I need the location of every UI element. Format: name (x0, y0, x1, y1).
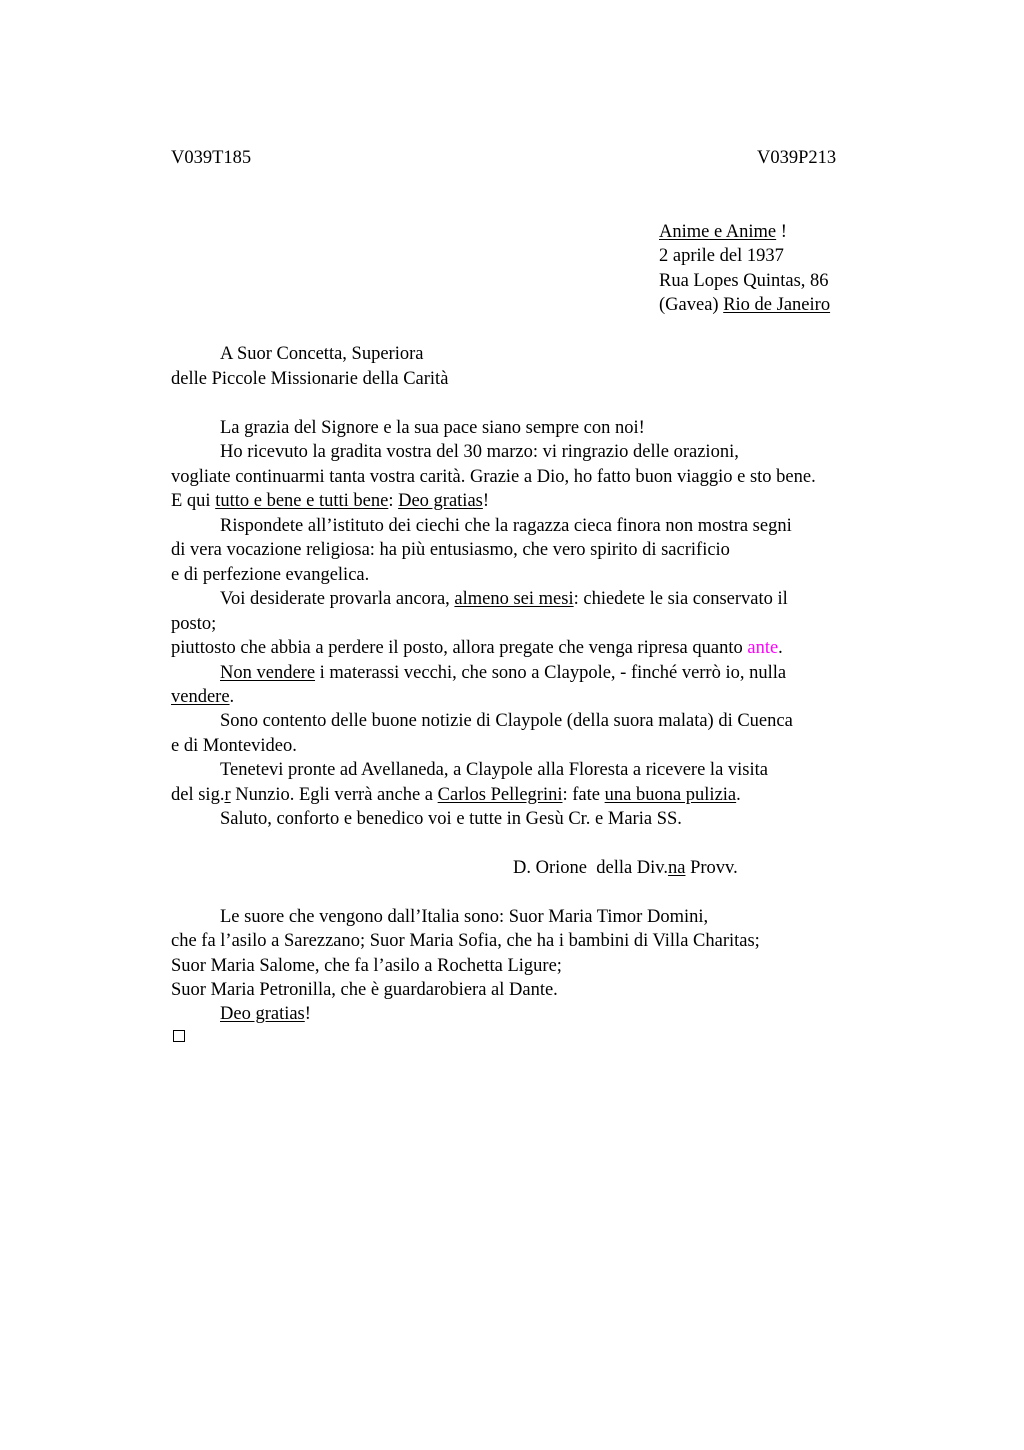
body-line: di vera vocazione religiosa: ha più entusiasmo, che vero spirito di sacrificio (171, 540, 730, 560)
underlined-text: tutto e bene e tutti bene (215, 491, 389, 511)
postscript-line: Suor Maria Salome, che fa l’asilo a Rochetta Ligure; (171, 956, 562, 976)
text-run: D. Orione della Div. (513, 858, 668, 878)
underlined-text: Carlos Pellegrini (437, 785, 563, 805)
dateline-date: 2 aprile del 1937 (659, 246, 784, 266)
body-line: Ho ricevuto la gradita vostra del 30 marzo: vi ringrazio delle orazioni, (220, 442, 739, 462)
dateline-street: Rua Lopes Quintas, 86 (659, 271, 829, 291)
underlined-text: vendere (171, 687, 230, 707)
text-run: . (229, 687, 235, 707)
dateline-city: Rio de Janeiro (723, 295, 831, 315)
body-line (171, 783, 741, 808)
dateline-district: (Gavea) (659, 295, 724, 315)
text-run: Provv. (685, 858, 738, 878)
body-line: Tenetevi pronte ad Avellaneda, a Claypole alla Floresta a ricevere la visita (220, 760, 768, 780)
text-run: ! (482, 491, 490, 511)
header-left-code: V039T185 (171, 148, 252, 168)
text-run: piuttosto che abbia a perdere il posto, allora pregate che venga ripresa quanto (171, 638, 748, 658)
body-line: posto; (171, 614, 217, 634)
postscript-closing (220, 1002, 311, 1027)
body-line: Rispondete all’istituto dei ciechi che la ragazza cieca finora non mostra segni (220, 516, 792, 536)
underlined-text: Non vendere (220, 663, 316, 683)
text-run: : (388, 491, 399, 511)
postscript-line: Le suore che vengono dall’Italia sono: Suor Maria Timor Domini, (220, 907, 709, 927)
underlined-text: Deo gratias (398, 491, 483, 511)
body-line: e di Montevideo. (171, 736, 297, 756)
text-run: Voi desiderate provarla ancora, (220, 589, 455, 609)
body-line: e di perfezione evangelica. (171, 565, 370, 585)
text-run: E qui (171, 491, 216, 511)
signature (513, 856, 738, 881)
motto: Anime e Anime (659, 222, 777, 242)
dateline-motto (659, 220, 787, 245)
text-run: : chiedete le sia conservato il (573, 589, 788, 609)
body-line (171, 685, 234, 710)
motto-punct: ! (776, 222, 787, 242)
end-mark-box-icon (173, 1030, 185, 1042)
body-line: vogliate continuarmi tanta vostra carità. Grazie a Dio, ho fatto buon viaggio e sto bene. (171, 467, 816, 487)
text-run: del sig. (171, 785, 225, 805)
underlined-text: almeno sei mesi (454, 589, 574, 609)
body-line: Sono contento delle buone notizie di Claypole (della suora malata) di Cuenca (220, 711, 793, 731)
text-run: i materassi vecchi, che sono a Claypole, - finché verrò io, nulla (315, 663, 787, 683)
text-run: ! (304, 1004, 311, 1024)
underlined-text: r (224, 785, 231, 805)
text-run: Nunzio. Egli verrà anche a (230, 785, 438, 805)
underlined-text: na (667, 858, 686, 878)
text-run: . (778, 638, 783, 658)
text-run: : fate (562, 785, 605, 805)
body-line: Saluto, conforto e benedico voi e tutte in Gesù Cr. e Maria SS. (220, 809, 682, 829)
header-right-code: V039P213 (757, 148, 837, 168)
addressee-line-2: delle Piccole Missionarie della Carità (171, 369, 449, 389)
underlined-text: Deo gratias (220, 1004, 305, 1024)
body-line (220, 587, 788, 612)
body-line (220, 661, 786, 686)
dateline-place (659, 293, 830, 318)
underlined-text: una buona pulizia (604, 785, 737, 805)
body-line (171, 636, 783, 661)
addressee-line-1: A Suor Concetta, Superiora (220, 344, 424, 364)
postscript-line: Suor Maria Petronilla, che è guardarobiera al Dante. (171, 980, 558, 1000)
text-run: . (736, 785, 741, 805)
body-line (171, 489, 489, 514)
postscript-line: che fa l’asilo a Sarezzano; Suor Maria Sofia, che ha i bambini di Villa Charitas; (171, 931, 760, 951)
body-greeting: La grazia del Signore e la sua pace siano sempre con noi! (220, 418, 645, 438)
highlighted-word: ante (747, 638, 779, 658)
